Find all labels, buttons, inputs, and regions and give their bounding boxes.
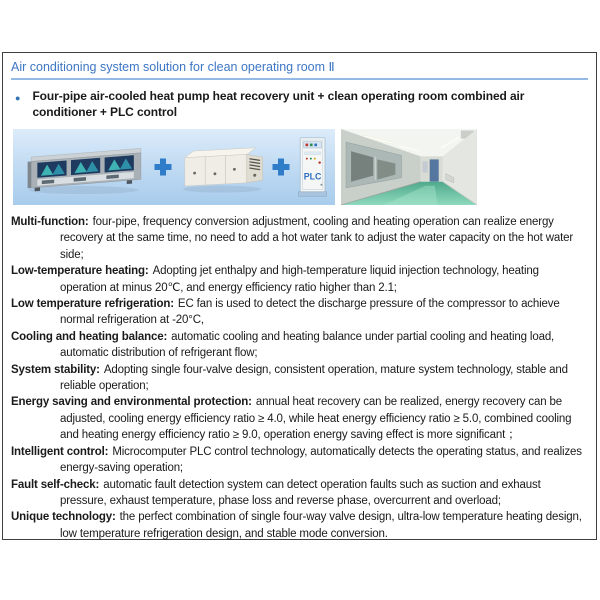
plus-icon [271,157,291,177]
plus-icon [153,157,173,177]
feature-label: Energy saving and environmental protection: [11,396,252,409]
feature-cooling-heating-balance [11,329,588,362]
figure-row [13,129,588,205]
feature-fault-self-check [11,477,588,510]
feature-text: annual heat recovery can be realized, energy recovery can be adjusted, cooling energy efficiency ratio ≥ 4.0, while heat energy efficiency ratio ≥ 5.0, combined cooling and heating energy efficiency ratio ≥ 9.0, operation energy saving effect is more significant ； [60,396,572,442]
air-handler-image [176,135,268,199]
feature-text: automatic cooling and heating balance under partial cooling and heating load, automatic distribution of refrigerant flow; [60,330,555,360]
equipment-panel [13,129,335,205]
chiller-image [17,131,150,203]
feature-text: automatic fault detection system can detect operation faults such as suction and exhaust pressure, exhaust temperature, phase loss and reverse phase, overcurrent and overload; [60,478,541,507]
feature-system-stability [11,362,588,395]
bullet-text: Four-pipe air-cooled heat pump heat recovery unit + clean operating room combined air conditioner + PLC control [32,89,525,119]
feature-unique-technology [11,509,588,542]
feature-label: Low temperature refrigeration: [11,298,174,311]
plc-cabinet-image [294,131,331,203]
feature-label: Fault self-check: [11,478,100,491]
feature-label: System stability: [11,363,100,376]
bullet-icon: ● [15,93,21,103]
feature-text: Microcomputer PLC control technology, automatically detects the operating status, and realizes energy-saving operation; [60,445,582,475]
feature-text: Adopting jet enthalpy and high-temperature liquid injection technology, heating operation at minus 20℃, and energy efficiency ratio higher than 2.1; [60,265,539,294]
feature-label: Cooling and heating balance: [11,330,168,343]
feature-multi-function [11,214,588,263]
corridor-photo [341,129,477,205]
feature-low-temperature-heating [11,263,588,296]
feature-label: Intelligent control: [11,445,109,458]
feature-intelligent-control [11,444,588,477]
feature-text: Adopting single four-valve design, consistent operation, mature system technology, stable and reliable operation; [60,363,568,393]
feature-label: Multi-function: [11,216,89,228]
title-underline [11,78,588,80]
feature-low-temperature-refrigeration [11,296,588,329]
feature-text: four-pipe, frequency conversion adjustment, cooling and heating operation can realize energy recovery at the same time, no need to add a hot water tank to adjust the water capacity on the hot water side; [60,216,574,261]
feature-list [11,214,588,542]
feature-energy-saving [11,394,588,443]
feature-label: Unique technology: [11,511,116,524]
feature-text: EC fan is used to detect the discharge pressure of the compressor to achieve normal refrigeration at -20°C, [60,298,560,327]
page-title: Air conditioning system solution for clean operating room Ⅱ [11,60,335,74]
bullet-item [13,89,588,120]
feature-label: Low-temperature heating: [11,265,149,278]
feature-text: the perfect combination of single four-way valve design, ultra-low temperature heating design, low temperature refrigeration design, and stable mode conversion. [60,511,582,540]
plc-label: PLC [303,171,322,182]
content-frame [2,52,597,540]
